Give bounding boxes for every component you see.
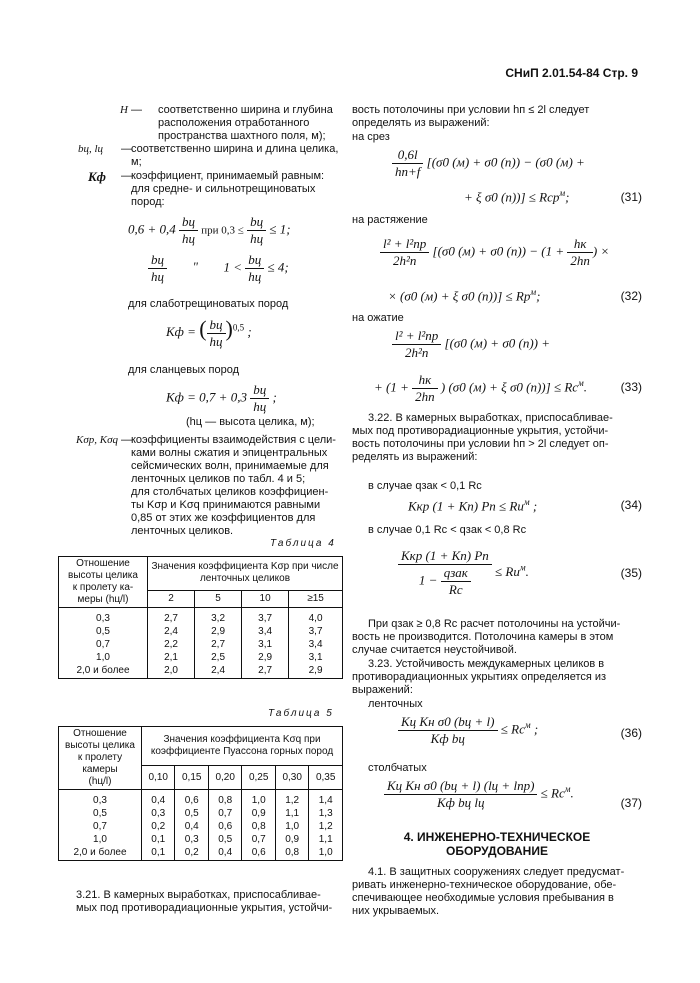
table5-col-010: 0,4 0,3 0,2 0,1 0,1 xyxy=(142,790,175,861)
table4-col-15: 4,0 3,7 3,4 3,1 2,9 xyxy=(289,608,343,679)
equation-31-number: (31) xyxy=(620,190,642,204)
table4-col: 2 xyxy=(148,590,195,607)
paragraph-4-1: 4.1. В защитных сооружениях следует предусмат- ривать инженерно-техническое оборудование, обе- спечивающее необходимые условия пребывания в них укрываемых. xyxy=(352,866,625,917)
case-1-label: в случае qзак < 0,1 Rс xyxy=(368,480,482,492)
equation-36: $\frac{\text{Kц Kн σ0 (bц + l)}}{\text{Kф bц}}$ ≤ $Rс^м$ ; xyxy=(398,714,538,747)
equation-37-number: (37) xyxy=(620,796,642,810)
table5-col-025: 1,0 0,9 0,8 0,7 0,6 xyxy=(242,790,275,861)
equation-37: $\frac{\text{Kц Kн σ0 (bц + l) (lц + lпр)}}{\text{Kф bц lц}}$ ≤ $Rс^м$. xyxy=(384,778,574,811)
formula-kf-4-note: (hц — высота целика, м); xyxy=(186,416,315,428)
equation-31-line2: + ξ σ0 (п))] ≤ Rср$^м$; xyxy=(464,188,570,205)
case-2-label: в случае 0,1 Rс < qзак < 0,8 Rс xyxy=(368,524,527,536)
def-k-symbol: Kσp, Kσq xyxy=(76,434,119,446)
def-h-text: соответственно ширина и глубина расположения отработанного пространства шахтного поля, м); xyxy=(158,104,333,142)
table5-col: 0,30 xyxy=(275,766,308,790)
table5-head-values: Значения коэффициента Kσq при коэффициенте Пуассона горных пород xyxy=(142,727,343,766)
table4-col-5: 3,2 2,9 2,7 2,5 2,4 xyxy=(195,608,242,679)
def-b-symbol: bц, lц xyxy=(78,143,104,155)
paragraph-3-22: 3.22. В камерных выработках, приспосабливае- мых под противорадиационные укрытия, устойчи- вость потолочины при условии hп > 2l следует оп- ределять из выражений: xyxy=(352,412,613,463)
table5-col: 0,20 xyxy=(208,766,241,790)
table4-head-ratio: Отношение высоты целика к пролету ка- меры (hц/l) xyxy=(59,557,148,608)
band-pillars-label: ленточных xyxy=(368,698,423,710)
page-header: СНиП 2.01.54-84 Стр. 9 xyxy=(505,66,638,80)
table5-head-ratio: Отношение высоты целика к пролету камеры (hц/l) xyxy=(59,727,142,790)
def-h-symbol: H — xyxy=(120,104,143,116)
table5-col-020: 0,8 0,7 0,6 0,5 0,4 xyxy=(208,790,241,861)
equation-34: Kкр (1 + Kп) Pп ≤ $Rи^м$ ; xyxy=(408,497,538,514)
table4-col-10: 3,7 3,4 3,1 2,9 2,7 xyxy=(242,608,289,679)
equation-32-line2: × (σ0 (м) + ξ σ0 $(п))] \le Rр^м$; xyxy=(388,287,541,304)
paragraph-3-21: 3.21. В камерных выработках, приспосабливае- мых под противорадиационные укрытия, устойчи- xyxy=(76,889,333,914)
tension-label: на растяжение xyxy=(352,214,428,226)
table5-col: 0,25 xyxy=(242,766,275,790)
def-b-dash: — xyxy=(121,143,132,155)
table5-col: 0,15 xyxy=(175,766,208,790)
equation-35: Kкр (1 + Kп) Pп 1 − $\frac{\text{qзак}}{Rс}$ ≤ $Rи^м$. xyxy=(398,548,529,598)
equation-32-number: (32) xyxy=(620,289,642,303)
paragraph-after-35: При qзак ≥ 0,8 Rс расчет потолочины на устойчи- вость не производится. Потолочина камеры в этом случае считается неустойчивой. xyxy=(352,618,621,656)
column-pillars-label: столбчатых xyxy=(368,762,427,774)
table4-col: 10 xyxy=(242,590,289,607)
paragraph-intro: вость потолочины при условии hп ≤ 2l следует определять из выражений: xyxy=(352,104,590,129)
table5-col-035: 1,4 1,3 1,2 1,1 1,0 xyxy=(309,790,343,861)
table5 xyxy=(58,726,343,861)
table4 xyxy=(58,556,343,679)
table5-col: 0,10 xyxy=(142,766,175,790)
table5-col: 0,35 xyxy=(309,766,343,790)
table4-caption: Таблица 4 xyxy=(270,538,336,549)
table5-col-030: 1,2 1,1 1,0 0,9 0,8 xyxy=(275,790,308,861)
formula-kf-4: Kф = 0,7 + 0,3 $\frac{bц}{hц}$ ; xyxy=(166,382,277,414)
equation-33-number: (33) xyxy=(620,380,642,394)
compression-label: на ожатие xyxy=(352,312,404,324)
def-kf-text: коэффициент, принимаемый равным: для средне- и сильнотрещиноватых пород: xyxy=(131,170,325,208)
def-kf-dash: — xyxy=(121,170,132,182)
section-4-heading: 4. ИНЖЕНЕРНО-ТЕХНИЧЕСКОЕ ОБОРУДОВАНИЕ xyxy=(403,830,591,858)
table5-caption: Таблица 5 xyxy=(268,708,334,719)
formula-kf-2: $\frac{bц}{hц}$ " 1 < $\frac{bц}{hц}$ ≤ 4; xyxy=(148,252,289,285)
table4-col: 5 xyxy=(195,590,242,607)
equation-31-line1: $\frac{0,6l}{hп+f}$ [(σ0 (м) + σ0 (п)) − (σ0 (м) + xyxy=(392,147,585,180)
table5-col-015: 0,6 0,5 0,4 0,3 0,2 xyxy=(175,790,208,861)
equation-32-line1: $\frac{\text{l² + l²пр}}{\text{2h²п}}$ [(σ0 (м) + σ0 (п)) − (1 + $\frac{hк}{2hп}$ ) × xyxy=(380,236,609,269)
table4-col: ≥15 xyxy=(289,590,343,607)
def-k-text: коэффициенты взаимодействия с цели- ками волны сжатия и эпицентральных сейсмических волн, принимаемые для ленточных целиков по табл. 4 и 5; для столбчатых целиков коэффициен- ты Kσp и Kσq принимаются равными 0,85 от этих же коэффициентов для ленточных целиков. xyxy=(131,434,336,537)
equation-33-line2: + (1 + $\frac{hк}{2hп}$ ) (σ0 (м) + ξ σ0 $(п))] \le Rс^м$. xyxy=(374,372,588,404)
def-kf-symbol: Kф xyxy=(88,169,106,184)
equation-36-number: (36) xyxy=(620,726,642,740)
table4-col-2: 2,7 2,4 2,2 2,1 2,0 xyxy=(148,608,195,679)
table5-col-ratio: 0,3 0,5 0,7 1,0 2,0 и более xyxy=(59,790,142,861)
equation-33-line1: $\frac{\text{l² + l²пр}}{\text{2h²п}}$ [(σ0 (м) + σ0 (п)) + xyxy=(392,328,550,361)
formula-kf-1: 0,6 + 0,4 $\frac{bц}{hц}$ при 0,3 ≤ $\frac{bц}{hц}$ ≤ 1; xyxy=(128,214,291,246)
equation-35-number: (35) xyxy=(620,566,642,580)
table4-col-ratio: 0,3 0,5 0,7 1,0 2,0 и более xyxy=(59,608,148,679)
def-b-text: соответственно ширина и длина целика, м; xyxy=(131,143,339,168)
weak-rock-label: для слаботрещиноватых пород xyxy=(128,298,289,310)
slate-rock-label: для сланцевых пород xyxy=(128,364,240,376)
table4-head-values: Значения коэффициента Kσp при числе ленточных целиков xyxy=(148,557,343,591)
def-k-dash: — xyxy=(121,434,132,446)
equation-34-number: (34) xyxy=(620,498,642,512)
paragraph-3-23: 3.23. Устойчивость междукамерных целиков в противорадиационных укрытиях определяется из выражений: xyxy=(352,658,607,696)
shear-label: на срез xyxy=(352,131,390,143)
formula-kf-3: Kф = ( $\frac{bц}{hц}$ )$^{0,5}$ ; xyxy=(166,316,252,349)
